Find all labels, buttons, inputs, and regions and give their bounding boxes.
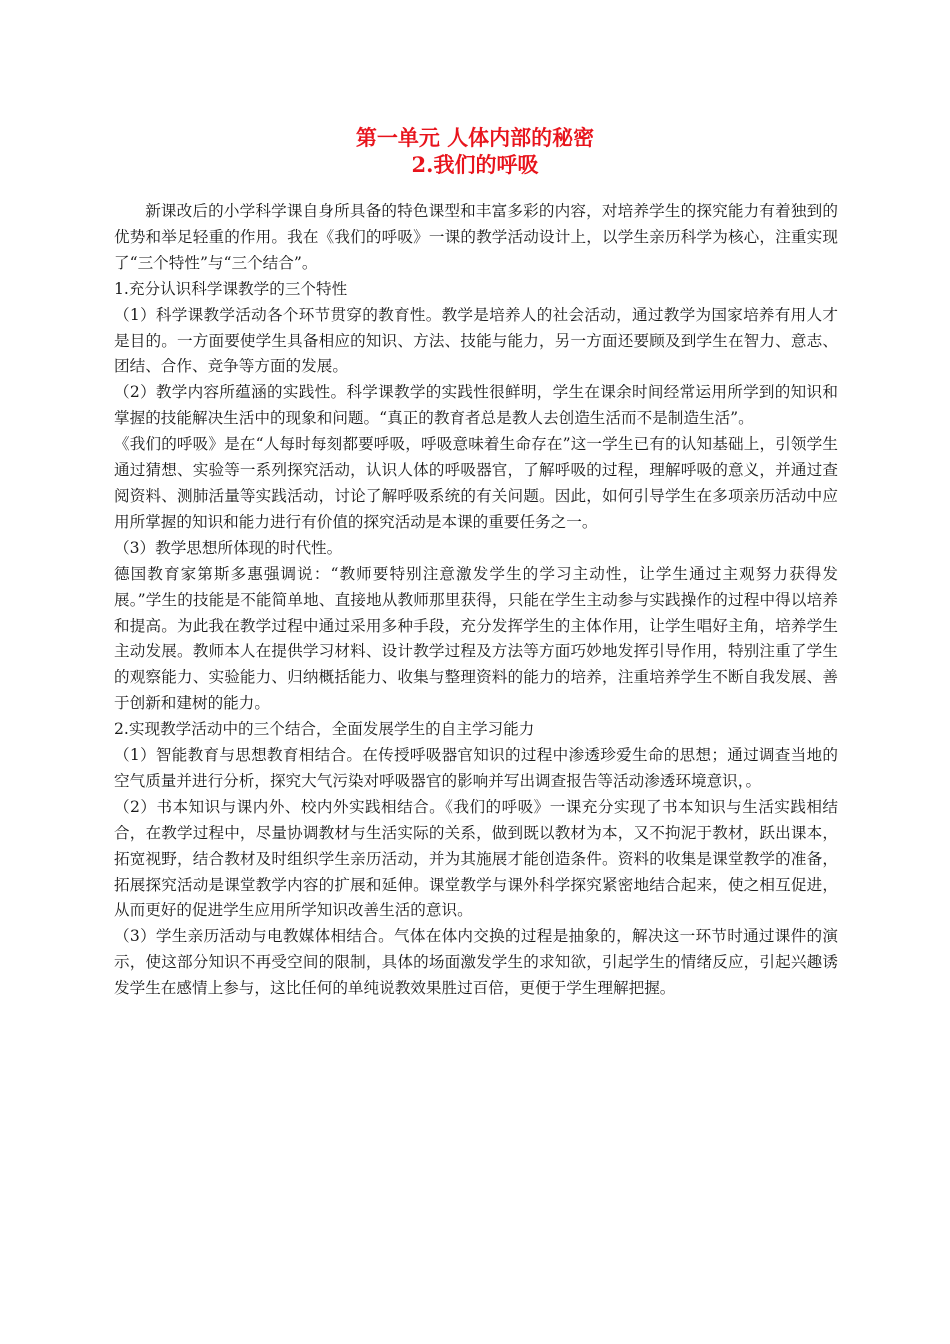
unit-title: 第一单元 人体内部的秘密 [355, 125, 595, 150]
paragraph: 《我们的呼吸》是在“人每时每刻都要呼吸，呼吸意味着生命存在”这一学生已有的认知基础上，引领学生通过猜想、实验等一系列探究活动，认识人体的呼吸器官，了解呼吸的过程，理解呼吸的意义，并通过查阅资料、测肺活量等实践活动，讨论了解呼吸系统的有关问题。因此，如何引导学生在多项亲历活动中应用所掌握的知识和能力进行有价值的探究活动是本课的重要任务之一。 [114, 435, 838, 531]
paragraph: 德国教育家第斯多惠强调说：“教师要特别注意激发学生的学习主动性，让学生通过主观努力获得发展。”学生的技能是不能简单地、直接地从教师那里获得，只能在学生主动参与实践操作的过程中得以培养和提高。为此我在教学过程中通过采用多种手段，充分发挥学生的主体作用，让学生唱好主角，培养学生主动发展。教师本人在提供学习材料、设计教学过程及方法等方面巧妙地发挥引导作用，特别注重了学生的观察能力、实验能力、归纳概括能力、收集与整理资料的能力的培养，注重培养学生不断自我发展、善于创新和建树的能力。 [114, 564, 838, 713]
intro-paragraph: 新课改后的小学科学课自身所具备的特色课型和丰富多彩的内容，对培养学生的探究能力有着独到的优势和举足轻重的作用。我在《我们的呼吸》一课的教学活动设计上，以学生亲历科学为核心，注重实现了“三个特性”与“三个结合”。 [114, 202, 838, 272]
lesson-title: 2.我们的呼吸 [411, 152, 539, 177]
section-heading-2: 2.实现教学活动中的三个结合，全面发展学生的自主学习能力 [114, 720, 535, 739]
paragraph: （3）学生亲历活动与电教媒体相结合。气体在体内交换的过程是抽象的，解决这一环节时通过课件的演示，使这部分知识不再受空间的限制，具体的场面激发学生的求知欲，引起学生的情绪反应，引起兴趣诱发学生在感情上参与，这比任何的单纯说教效果胜过百倍，更便于学生理解把握。 [114, 927, 838, 998]
paragraph: （2）书本知识与课内外、校内外实践相结合。《我们的呼吸》一课充分实现了书本知识与生活实践相结合，在教学过程中，尽量协调教材与生活实际的关系，做到既以教材为本，又不拘泥于教材，跃出课本，拓宽视野，结合教材及时组织学生亲历活动，并为其施展才能创造条件。资料的收集是课堂教学的准备，拓展探究活动是课堂教学内容的扩展和延伸。课堂教学与课外科学探究紧密地结合起来，使之相互促进，从而更好的促进学生应用所学知识改善生活的意识。 [114, 797, 838, 920]
paragraph: （3）教学思想所体现的时代性。 [114, 538, 343, 557]
paragraph: （1）科学课教学活动各个环节贯穿的教育性。教学是培养人的社会活动，通过教学为国家培养有用人才是目的。一方面要使学生具备相应的知识、方法、技能与能力，另一方面还要顾及到学生在智力、意志、团结、合作、竞争等方面的发展。 [114, 305, 838, 376]
title-block [0, 124, 950, 178]
article-body [114, 199, 838, 1002]
paragraph: （1）智能教育与思想教育相结合。在传授呼吸器官知识的过程中渗透珍爱生命的思想；通过调查当地的空气质量并进行分析，探究大气污染对呼吸器官的影响并写出调查报告等活动渗透环境意识，。 [114, 746, 838, 790]
paragraph: （2）教学内容所蕴涵的实践性。科学课教学的实践性很鲜明，学生在课余时间经常运用所学到的知识和掌握的技能解决生活中的现象和问题。“真正的教育者总是教人去创造生活而不是制造生活”。 [114, 383, 838, 428]
section-heading-1: 1.充分认识科学课教学的三个特性 [114, 279, 348, 298]
